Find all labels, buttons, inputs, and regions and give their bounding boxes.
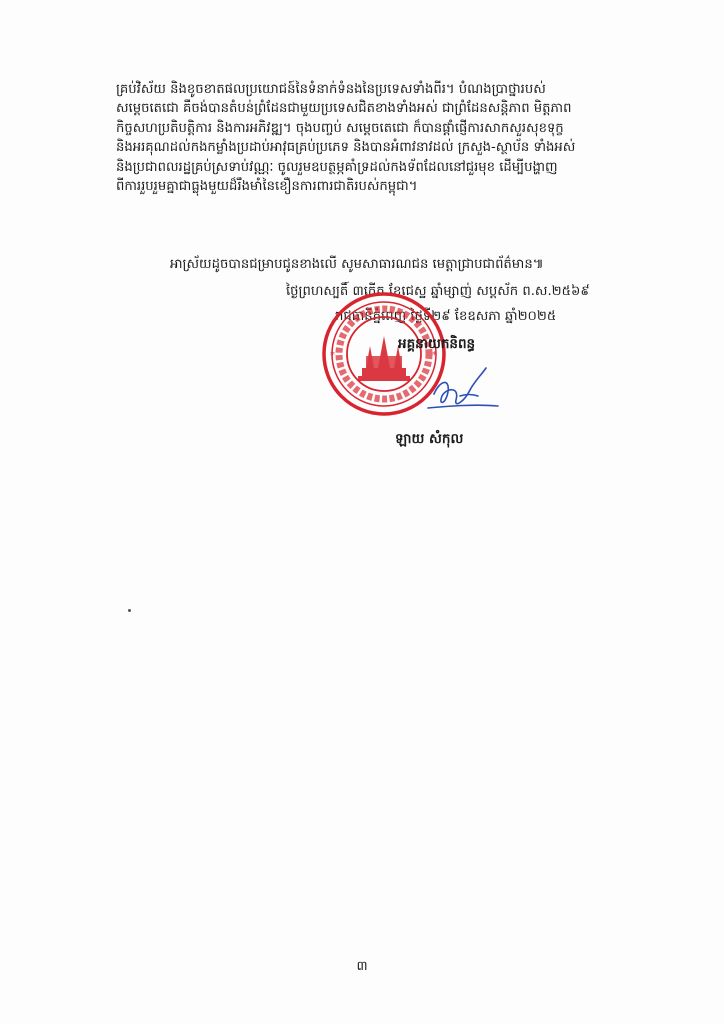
- body-paragraph: [116, 80, 614, 196]
- body-line: និងអរគុណដល់កងកម្លាំងប្រដាប់អាវុធគ្រប់ប្រភេទ និងបានអំពាវនាវដល់ ក្រសួង-ស្ថាប័ន ទាំងអស់: [116, 140, 576, 156]
- body-line: និងប្រជាពលរដ្ឋគ្រប់ស្រទាប់វណ្ណៈ ចូលរួមឧបត្ថម្ភគាំទ្រដល់កងទ័ពដែលនៅជួរមុខ ដើម្បីបង្ហាញ: [116, 159, 558, 175]
- closing-statement: អាស្រ័យដូចបានជម្រាបជូនខាងលើ សូមសាធារណជន មេត្តាជ្រាបជាព័ត៌មាន៕: [170, 257, 544, 272]
- signature-icon: [420, 360, 510, 420]
- body-line: សម្តេចតេជោ គឺចង់បានតំបន់ព្រំដែនជាមួយប្រទេសជិតខាងទាំងអស់ ជាព្រំដែនសន្តិភាព មិត្តភាព: [116, 101, 572, 117]
- lunar-date: ថ្ងៃព្រហស្បតិ៍ ៣កើត ខែជេស្ឋ ឆ្នាំម្សាញ់ សប្តស័ក ព.ស.២៥៦៩: [286, 284, 590, 299]
- body-line: ពីការរួបរួមគ្នាជាធ្លុងមួយដ៏រឹងមាំនៃខឿនការពារជាតិរបស់កម្ពុជា។: [116, 178, 418, 194]
- signer-name: ឡាយ សំកុល: [395, 431, 464, 447]
- svg-text:*: *: [432, 350, 437, 361]
- body-line: គ្រប់វិស័យ និងខូចខាតផលប្រយោជន៍នៃទំនាក់ទំនងនៃប្រទេសទាំងពីរ។ បំណងប្រាថ្នារបស់: [116, 82, 546, 97]
- page-number: ៣: [356, 959, 368, 974]
- signer-title: អគ្គនាយកនិពន្ធ: [398, 336, 476, 352]
- svg-text:*: *: [330, 350, 335, 361]
- gregorian-date: រាជធានីភ្នំពេញ ថ្ងៃទី២៩ ខែឧសភា ឆ្នាំ២០២៥: [335, 309, 557, 324]
- stray-mark: [128, 609, 131, 612]
- body-line: កិច្ចសហប្រតិបត្តិការ និងការអភិវឌ្ឍ។ ចុងបញ្ចប់ សម្តេចតេជោ ក៏បានផ្តាំផ្ញើការសាកសួរសុខទុក្ខ: [116, 120, 564, 136]
